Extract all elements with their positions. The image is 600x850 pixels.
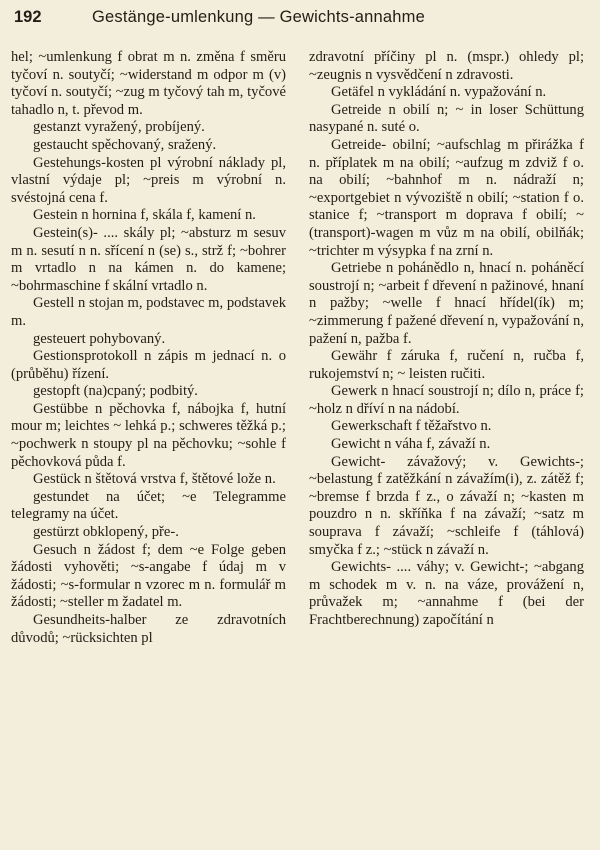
dictionary-entry: Gesuch n žádost f; dem ~e Folge geben žádosti vyhověti; ~s-angabe f údaj m v žádosti; ~s-formular n vzorec m n. formulář m žádosti; ~steller m žadatel m.	[11, 541, 286, 611]
dictionary-entry: Getreide- obilní; ~aufschlag m přirážka f n. příplatek m na obilí; ~aufzug m zdvіž f o. na obilí; ~bahnhof m n. nádraží n; ~exportgebiet n vývoziště n obilí; ~station f o. stanice f; ~transport m doprava f obilí; ~(transport)-wagen m vůz m na obilí, obilňák; ~trichter m výsypka f na zrní n.	[309, 136, 584, 259]
dictionary-entry: Gewicht n váha f, závaží n.	[331, 436, 491, 453]
dictionary-entry: Gestehungs-kosten pl výrobní náklady pl, vlastní výdaje pl; ~preis m výrobní n. svéstojná cena f.	[11, 154, 286, 206]
dictionary-entry: gestürzt obklopený, pře-.	[33, 524, 179, 541]
dictionary-entry: hel; ~umlenkung f obrat m n. změna f směru tyčoví n. soutyčí; ~widerstand m odpor m (v) tyčoví n. soutyčí; ~zug m tyčový tah m, tyčové tahadlo n, t. převod m.	[11, 49, 286, 118]
dictionary-entry: gestundet na účet; ~e Telegramme telegramy na účet.	[11, 488, 286, 523]
running-head-title: Gestänge-umlenkung — Gewichts-annahme	[92, 8, 425, 26]
dictionary-entry: Gestübbe n pěchovka f, nábojka f, hutní mour m; leichtes ~ lehká p.; schweres těžká p.; ~pochwerk n stoupy pl na pěchovku; ~sohle f pěchovková půda f.	[11, 400, 286, 470]
left-column	[11, 49, 286, 647]
dictionary-entry: gesteuert pohybovaný.	[33, 330, 166, 347]
dictionary-entry: Gestein(s)- .... skály pl; ~absturz m sesuv m n. sesutí n n. sřícení n (se) s., strž f; ~bohrer m vrtadlo n na kámen n. do kamene; ~bohrmaschine f skální vrtadlo n.	[11, 224, 286, 294]
dictionary-entry: zdravotní příčiny pl n. (mspr.) ohledy pl; ~zeugnis n vysvědčení n zdravosti.	[309, 49, 584, 83]
dictionary-entry: Getreide n obilí n; ~ in loser Schüttung nasypané n. suté o.	[309, 101, 584, 136]
right-column	[309, 49, 584, 630]
dictionary-entry: gestanzt vyražený, probíjený.	[33, 119, 205, 136]
dictionary-entry: Gewerkschaft f těžařstvo n.	[331, 418, 492, 435]
dictionary-entry: Getäfel n vykládání n. vypažování n.	[331, 84, 547, 101]
dictionary-entry: Gestell n stojan m, podstavec m, podstavek m.	[11, 295, 286, 329]
dictionary-entry: gestopft (na)cpaný; podbitý.	[33, 383, 198, 400]
page-number: 192	[14, 8, 42, 26]
dictionary-entry: Gestein n hornina f, skála f, kamení n.	[33, 207, 256, 224]
running-head	[14, 6, 586, 28]
dictionary-entry: Gesundheits-halber ze zdravotních důvodů; ~rücksichten pl	[11, 612, 286, 646]
dictionary-entry: Gewichts- .... váhy; v. Gewicht-; ~abgang m schodek m v. n. na váze, provážení n, průvažek m; ~annahme f (bei der Frachtberechnung) započítání n	[309, 559, 584, 628]
dictionary-entry: Gewähr f záruka f, ručení n, ručba f, rukojemství n; ~ leisten ručiti.	[309, 348, 584, 382]
dictionary-entry: gestaucht spěchovaný, sražený.	[33, 136, 217, 153]
dictionary-entry: Gewerk n hnací soustrojí n; dílo n, práce f; ~holz n dříví n na nádobí.	[309, 383, 584, 417]
dictionary-entry: Gestionsprotokoll n zápis m jednací n. o (průběhu) řízení.	[11, 348, 286, 382]
dictionary-entry: Getriebe n pohánědlo n, hnací n. poháněcí soustrojí n; ~arbeit f dřevení n pažinové, hnaní n pažby; ~welle f hnací hřídel(ík) m; ~zimmerung f pažené dřevení n, vypažování n, pažení n, pažba f.	[309, 260, 584, 347]
dictionary-entry: Gewicht- závažový; v. Gewichts-; ~belastung f zatěžkání n závažím(i), z. zátěž f; ~bremse f brzda f z., o závaží n; ~kasten m pouzdro n n. skříňka f na závaží; ~satz m souprava f závaží; ~schleife f (táhlová) smyčka f z.; ~stück n závaží n.	[309, 453, 584, 558]
dictionary-entry: Gestück n štětová vrstva f, štětové lože n.	[33, 471, 276, 488]
